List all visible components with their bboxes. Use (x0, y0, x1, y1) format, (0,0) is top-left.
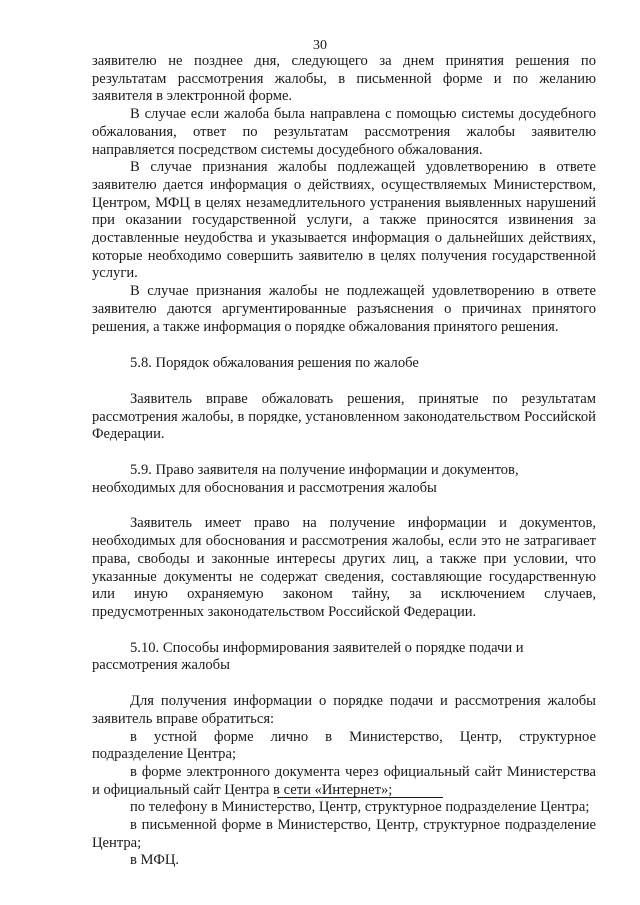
paragraph: заявителю не позднее дня, следующего за днем принятия решения по результатам рассмотрения жалобы, в письменной форме и по желанию заявителя в электронной форме. (92, 53, 596, 105)
list-item: в форме электронного документа через официальный сайт Министерства и официальный сайт Центра в сети «Интернет»; (92, 763, 596, 798)
paragraph: В случае если жалоба была направлена с помощью системы досудебного обжалования, ответ по результатам рассмотрения жалобы заявителю направляется посредством системы досудебного обжалования. (92, 106, 596, 158)
page-number: 30 (313, 38, 327, 53)
section-heading-5-9: 5.9. Право заявителя на получение информации и документов, необходимых для обоснования и рассмотрения жалобы (92, 462, 519, 496)
document-body (92, 53, 596, 870)
closing-rule (277, 797, 443, 798)
section-body-5-8: Заявитель вправе обжаловать решения, принятые по результатам рассмотрения жалобы, в порядке, установленном законодательством Российской Федерации. (92, 390, 596, 443)
list-item: в МФЦ. (130, 852, 180, 869)
list-item: по телефону в Министерство, Центр, структурное подразделение Центра; (130, 799, 590, 816)
section-intro-5-10: Для получения информации о порядке подачи и рассмотрения жалобы заявитель вправе обратиться: (92, 693, 596, 727)
section-heading-5-10: 5.10. Способы информирования заявителей о порядке подачи и рассмотрения жалобы (92, 639, 524, 674)
section-body-5-9: Заявитель имеет право на получение информации и документов, необходимых для обоснования и рассмотрения жалобы, если это не затрагивает права, свободы и законные интересы других лиц, а также при условии, что указанные документы не содержат сведения, составляющие государственную или иную охраняемую законом тайну, за исключением случаев, предусмотренных законодательством Российской Федерации. (92, 515, 596, 620)
paragraph: В случае признания жалобы подлежащей удовлетворению в ответе заявителю дается информация о действиях, осуществляемых Министерством, Центром, МФЦ в целях незамедлительного устранения выявленных нарушений при оказании государственной услуги, а также приносятся извинения за доставленные неудобства и указывается информация о дальнейших действиях, которые необходимо совершить заявителю в целях получения государственной услуги. (92, 159, 596, 282)
paragraph: В случае признания жалобы не подлежащей удовлетворению в ответе заявителю даются аргументированные разъяснения о причинах принятого решения, а также информация о порядке обжалования принятого решения. (92, 283, 596, 335)
list-item: в письменной форме в Министерство, Центр, структурное подразделение Центра; (92, 817, 596, 851)
section-heading-5-8: 5.8. Порядок обжалования решения по жалобе (130, 355, 419, 372)
list-item: в устной форме лично в Министерство, Центр, структурное подразделение Центра; (92, 728, 596, 763)
